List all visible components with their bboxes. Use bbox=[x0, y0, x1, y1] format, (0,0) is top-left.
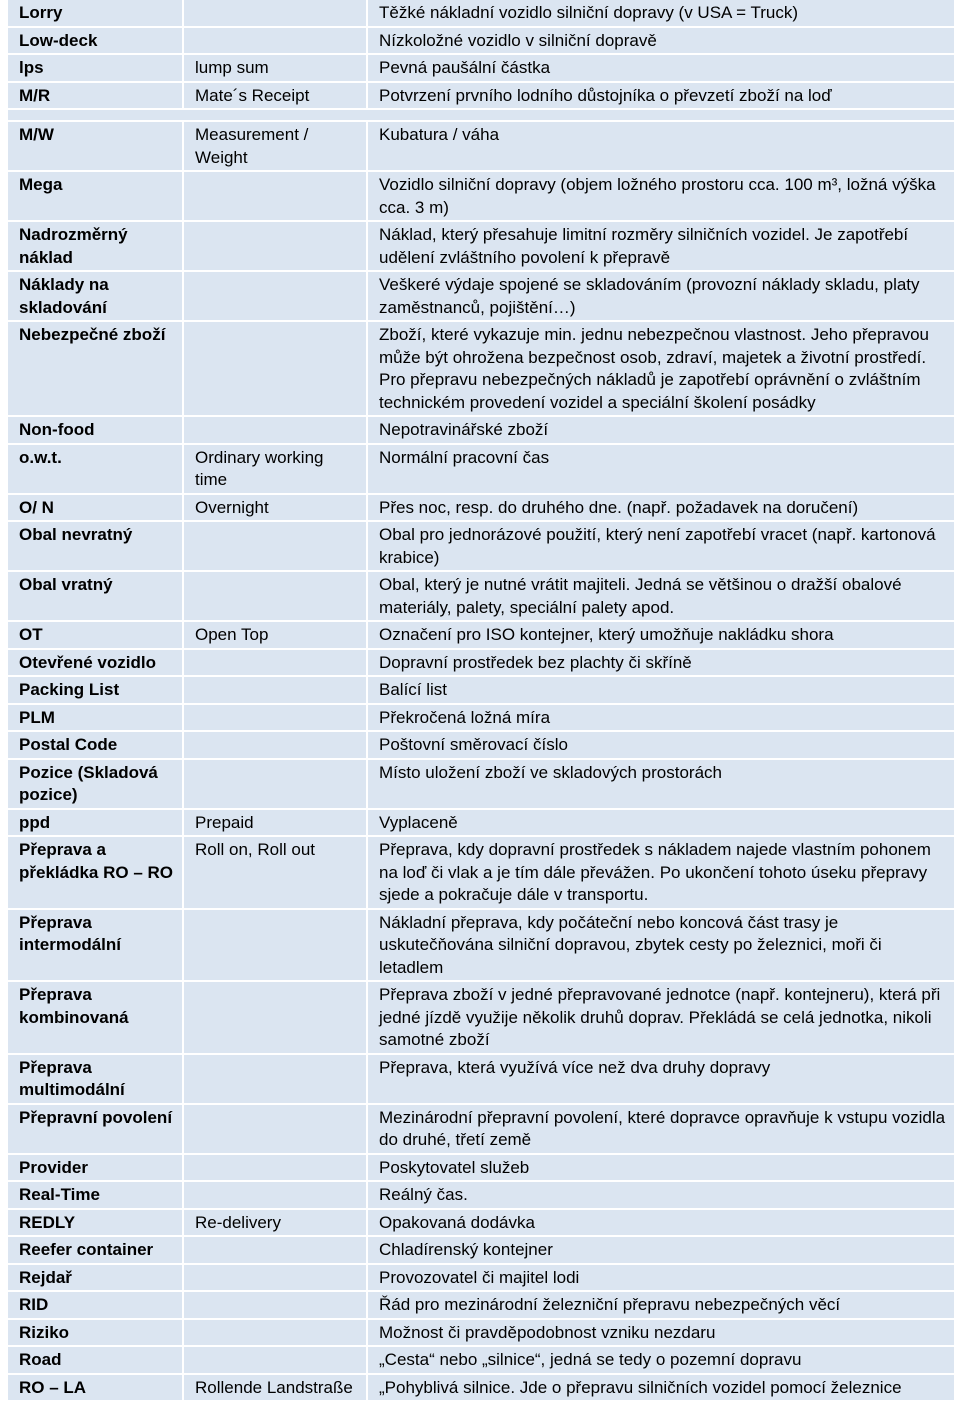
term-cell: Přeprava multimodální bbox=[8, 1055, 184, 1105]
table-row bbox=[8, 0, 954, 28]
table-row bbox=[8, 1375, 954, 1402]
english-term-cell: Overnight bbox=[184, 495, 368, 523]
definition-cell: Přeprava zboží v jedné přepravované jednotce (např. kontejneru), která při jedné jízdě využije několik druhů doprav. Překládá se celá jednotka, nikoli samotné zboží bbox=[368, 982, 954, 1055]
english-term-cell bbox=[184, 677, 368, 705]
table-row bbox=[8, 1292, 954, 1320]
term-cell: Přeprava intermodální bbox=[8, 910, 184, 983]
english-term-cell bbox=[184, 1182, 368, 1210]
row-gap bbox=[8, 110, 954, 122]
english-term-cell bbox=[184, 705, 368, 733]
english-term-cell: lump sum bbox=[184, 55, 368, 83]
term-cell: Nebezpečné zboží bbox=[8, 322, 184, 417]
term-cell: ppd bbox=[8, 810, 184, 838]
definition-cell: Překročená ložná míra bbox=[368, 705, 954, 733]
term-cell: RID bbox=[8, 1292, 184, 1320]
table-row bbox=[8, 417, 954, 445]
definition-cell: Veškeré výdaje spojené se skladováním (provozní náklady skladu, platy zaměstnanců, pojištění…) bbox=[368, 272, 954, 322]
english-term-cell bbox=[184, 1237, 368, 1265]
term-cell: Reefer container bbox=[8, 1237, 184, 1265]
definition-cell: Těžké nákladní vozidlo silniční dopravy (v USA = Truck) bbox=[368, 0, 954, 28]
table-row bbox=[8, 222, 954, 272]
term-cell: Packing List bbox=[8, 677, 184, 705]
english-term-cell bbox=[184, 1055, 368, 1105]
table-row bbox=[8, 572, 954, 622]
english-term-cell bbox=[184, 272, 368, 322]
term-cell: PLM bbox=[8, 705, 184, 733]
definition-cell: Normální pracovní čas bbox=[368, 445, 954, 495]
english-term-cell bbox=[184, 172, 368, 222]
term-cell: OT bbox=[8, 622, 184, 650]
definition-cell: „Pohyblivá silnice. Jde o přepravu silničních vozidel pomocí železnice bbox=[368, 1375, 954, 1402]
definition-cell: Poskytovatel služeb bbox=[368, 1155, 954, 1183]
english-term-cell bbox=[184, 222, 368, 272]
english-term-cell bbox=[184, 28, 368, 56]
term-cell: RO – LA bbox=[8, 1375, 184, 1402]
definition-cell: Balící list bbox=[368, 677, 954, 705]
definition-cell: Opakovaná dodávka bbox=[368, 1210, 954, 1238]
table-row bbox=[8, 760, 954, 810]
english-term-cell bbox=[184, 322, 368, 417]
english-term-cell bbox=[184, 732, 368, 760]
table-row bbox=[8, 677, 954, 705]
english-term-cell: Rollende Landstraße bbox=[184, 1375, 368, 1402]
table-row bbox=[8, 650, 954, 678]
english-term-cell bbox=[184, 1105, 368, 1155]
english-term-cell bbox=[184, 1155, 368, 1183]
term-cell: o.w.t. bbox=[8, 445, 184, 495]
english-term-cell: Ordinary working time bbox=[184, 445, 368, 495]
term-cell: Pozice (Skladová pozice) bbox=[8, 760, 184, 810]
english-term-cell bbox=[184, 1265, 368, 1293]
definition-cell: Chladírenský kontejner bbox=[368, 1237, 954, 1265]
term-cell: Provider bbox=[8, 1155, 184, 1183]
table-row bbox=[8, 1210, 954, 1238]
table-row bbox=[8, 982, 954, 1055]
definition-cell: Řád pro mezinárodní železniční přepravu nebezpečných věcí bbox=[368, 1292, 954, 1320]
english-term-cell: Open Top bbox=[184, 622, 368, 650]
english-term-cell: Measurement / Weight bbox=[184, 122, 368, 172]
term-cell: Obal nevratný bbox=[8, 522, 184, 572]
table-row bbox=[8, 55, 954, 83]
table-row bbox=[8, 28, 954, 56]
definition-cell: Možnost či pravděpodobnost vzniku nezdaru bbox=[368, 1320, 954, 1348]
definition-cell: Nepotravinářské zboží bbox=[368, 417, 954, 445]
table-row bbox=[8, 1155, 954, 1183]
table-row bbox=[8, 1055, 954, 1105]
table-row bbox=[8, 1237, 954, 1265]
definition-cell: Přeprava, která využívá více než dva druhy dopravy bbox=[368, 1055, 954, 1105]
term-cell: Real-Time bbox=[8, 1182, 184, 1210]
table-row bbox=[8, 732, 954, 760]
definition-cell: Pevná paušální částka bbox=[368, 55, 954, 83]
definition-cell: Přeprava, kdy dopravní prostředek s nákladem najede vlastním pohonem na loď či vlak a je tím dále převážen. Po ukončení tohoto úseku přepravy sjede a pokračuje dále v transportu. bbox=[368, 837, 954, 910]
table-row bbox=[8, 445, 954, 495]
term-cell: REDLY bbox=[8, 1210, 184, 1238]
english-term-cell bbox=[184, 0, 368, 28]
term-cell: Obal vratný bbox=[8, 572, 184, 622]
definition-cell: Vozidlo silniční dopravy (objem ložného prostoru cca. 100 m³, ložná výška cca. 3 m) bbox=[368, 172, 954, 222]
english-term-cell bbox=[184, 1320, 368, 1348]
definition-cell: Obal pro jednorázové použití, který není zapotřebí vracet (např. kartonová krabice) bbox=[368, 522, 954, 572]
term-cell: Non-food bbox=[8, 417, 184, 445]
term-cell: Riziko bbox=[8, 1320, 184, 1348]
term-cell: Postal Code bbox=[8, 732, 184, 760]
table-row bbox=[8, 272, 954, 322]
english-term-cell bbox=[184, 760, 368, 810]
definition-cell: Místo uložení zboží ve skladových prostorách bbox=[368, 760, 954, 810]
term-cell: O/ N bbox=[8, 495, 184, 523]
table-row bbox=[8, 83, 954, 111]
definition-cell: Potvrzení prvního lodního důstojníka o převzetí zboží na loď bbox=[368, 83, 954, 111]
definition-cell: Poštovní směrovací číslo bbox=[368, 732, 954, 760]
term-cell: M/W bbox=[8, 122, 184, 172]
table-row bbox=[8, 1182, 954, 1210]
term-cell: Lorry bbox=[8, 0, 184, 28]
term-cell: Rejdař bbox=[8, 1265, 184, 1293]
definition-cell: Obal, který je nutné vrátit majiteli. Jedná se většinou o dražší obalové materiály, palety, speciální palety apod. bbox=[368, 572, 954, 622]
table-row bbox=[8, 705, 954, 733]
table-row bbox=[8, 522, 954, 572]
definition-cell: Vyplaceně bbox=[368, 810, 954, 838]
table-row bbox=[8, 495, 954, 523]
table-row bbox=[8, 622, 954, 650]
definition-cell: Náklad, který přesahuje limitní rozměry silničních vozidel. Je zapotřebí udělení zvláštního povolení k přepravě bbox=[368, 222, 954, 272]
term-cell: Otevřené vozidlo bbox=[8, 650, 184, 678]
english-term-cell: Prepaid bbox=[184, 810, 368, 838]
definition-cell: Provozovatel či majitel lodi bbox=[368, 1265, 954, 1293]
table-row bbox=[8, 1265, 954, 1293]
table-row bbox=[8, 1347, 954, 1375]
term-cell: Nadrozměrný náklad bbox=[8, 222, 184, 272]
english-term-cell bbox=[184, 982, 368, 1055]
definition-cell: Označení pro ISO kontejner, který umožňuje nakládku shora bbox=[368, 622, 954, 650]
term-cell: Road bbox=[8, 1347, 184, 1375]
definition-cell: Nízkoložné vozidlo v silniční dopravě bbox=[368, 28, 954, 56]
term-cell: Low-deck bbox=[8, 28, 184, 56]
table-row bbox=[8, 1320, 954, 1348]
term-cell: lps bbox=[8, 55, 184, 83]
term-cell: M/R bbox=[8, 83, 184, 111]
table-row bbox=[8, 1105, 954, 1155]
definition-cell: Reálný čas. bbox=[368, 1182, 954, 1210]
definition-cell: Mezinárodní přepravní povolení, které dopravce opravňuje k vstupu vozidla do druhé, třetí země bbox=[368, 1105, 954, 1155]
definition-cell: „Cesta“ nebo „silnice“, jedná se tedy o pozemní dopravu bbox=[368, 1347, 954, 1375]
table-row bbox=[8, 910, 954, 983]
english-term-cell: Re-delivery bbox=[184, 1210, 368, 1238]
table-row bbox=[8, 322, 954, 417]
english-term-cell bbox=[184, 910, 368, 983]
english-term-cell bbox=[184, 417, 368, 445]
term-cell: Přeprava kombinovaná bbox=[8, 982, 184, 1055]
english-term-cell: Mate´s Receipt bbox=[184, 83, 368, 111]
english-term-cell: Roll on, Roll out bbox=[184, 837, 368, 910]
english-term-cell bbox=[184, 522, 368, 572]
table-row bbox=[8, 837, 954, 910]
table-row bbox=[8, 172, 954, 222]
english-term-cell bbox=[184, 1347, 368, 1375]
definition-cell: Zboží, které vykazuje min. jednu nebezpečnou vlastnost. Jeho přepravou může být ohrožena bezpečnost osob, zdraví, majetek a životní prostředí. Pro přepravu nebezpečných nákladů je zapotřebí oprávnění o zvláštním technickém provedení vozidel a speciální školení posádky bbox=[368, 322, 954, 417]
term-cell: Přeprava a překládka RO – RO bbox=[8, 837, 184, 910]
definition-cell: Kubatura / váha bbox=[368, 122, 954, 172]
term-cell: Přepravní povolení bbox=[8, 1105, 184, 1155]
english-term-cell bbox=[184, 650, 368, 678]
english-term-cell bbox=[184, 1292, 368, 1320]
glossary-table bbox=[8, 0, 954, 1402]
table-row bbox=[8, 810, 954, 838]
definition-cell: Nákladní přeprava, kdy počáteční nebo koncová část trasy je uskutečňována silniční dopravou, zbytek cesty po železnici, moři či letadlem bbox=[368, 910, 954, 983]
term-cell: Mega bbox=[8, 172, 184, 222]
english-term-cell bbox=[184, 572, 368, 622]
term-cell: Náklady na skladování bbox=[8, 272, 184, 322]
definition-cell: Přes noc, resp. do druhého dne. (např. požadavek na doručení) bbox=[368, 495, 954, 523]
table-row bbox=[8, 122, 954, 172]
definition-cell: Dopravní prostředek bez plachty či skříně bbox=[368, 650, 954, 678]
